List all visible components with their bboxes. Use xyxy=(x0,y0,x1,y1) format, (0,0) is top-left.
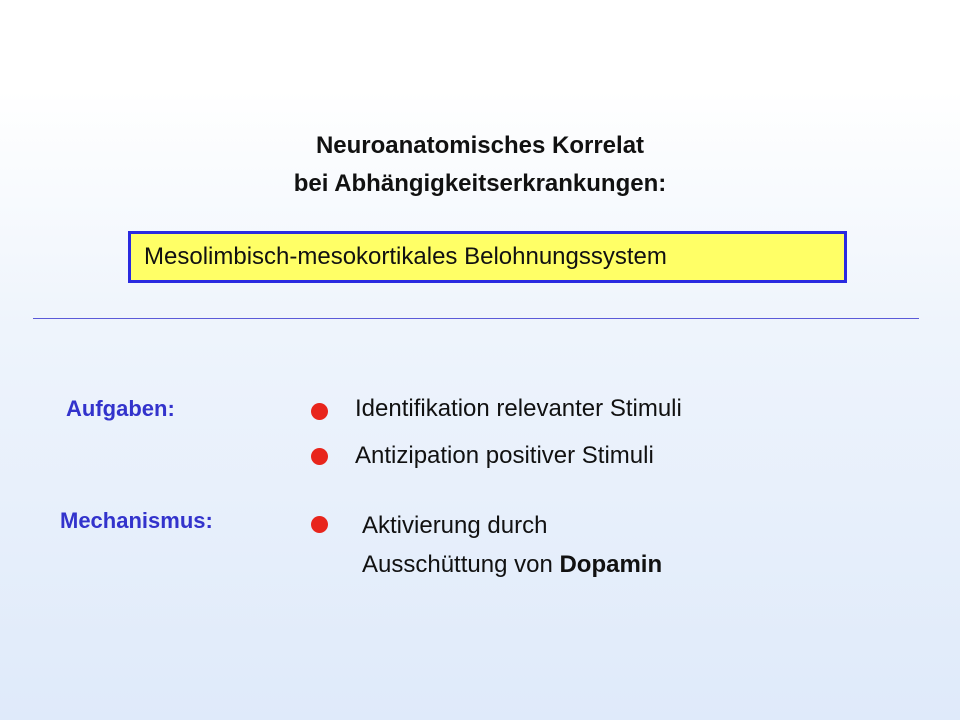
bullet-icon xyxy=(311,403,328,420)
aufgaben-item-2: Antizipation positiver Stimuli xyxy=(355,442,654,469)
bullet-icon xyxy=(311,448,328,465)
aufgaben-label: Aufgaben: xyxy=(66,396,175,421)
mechanismus-line-2-text: Ausschüttung von xyxy=(362,551,560,578)
mechanismus-label: Mechanismus: xyxy=(60,508,213,533)
dopamin-emphasis: Dopamin xyxy=(559,551,663,578)
highlight-box xyxy=(128,231,847,283)
mechanismus-item-line-2 xyxy=(362,551,662,579)
mechanismus-item-line-1: Aktivierung durch xyxy=(362,512,548,539)
slide-title-line-2: bei Abhängigkeitserkrankungen: xyxy=(293,170,667,197)
highlight-text: Mesolimbisch-mesokortikales Belohnungssystem xyxy=(144,243,667,270)
bullet-icon xyxy=(311,516,328,533)
slide-title-line-1: Neuroanatomisches Korrelat xyxy=(315,132,645,159)
aufgaben-item-1: Identifikation relevanter Stimuli xyxy=(355,395,682,422)
divider-line xyxy=(33,318,919,319)
